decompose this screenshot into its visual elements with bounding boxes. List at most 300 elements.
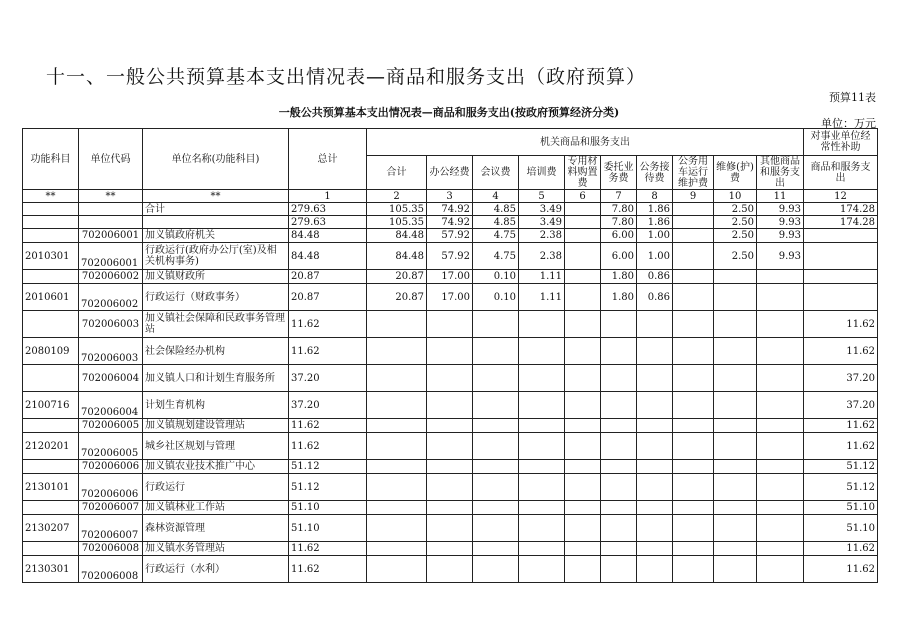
cell-func-subject: 2130101 (23, 474, 79, 501)
cell-value (367, 419, 427, 433)
cell-unit-name (143, 216, 289, 229)
cell-value (427, 460, 473, 474)
cell-value (367, 474, 427, 501)
header-star: ** (143, 190, 289, 203)
cell-total: 11.62 (289, 311, 367, 338)
cell-total: 20.87 (289, 270, 367, 284)
table-body (23, 203, 878, 583)
cell-value (714, 338, 757, 365)
table-row (23, 311, 878, 338)
cell-value (714, 365, 757, 392)
header-col-number: 8 (637, 190, 673, 203)
cell-value: 0.10 (473, 284, 519, 311)
cell-value (427, 419, 473, 433)
cell-value (473, 311, 519, 338)
cell-value (565, 311, 601, 338)
cell-value (565, 338, 601, 365)
cell-value: 11.62 (804, 419, 878, 433)
cell-value: 174.28 (804, 203, 878, 216)
cell-value (637, 311, 673, 338)
unit-label: 单位：万元 (821, 117, 876, 130)
cell-value (673, 460, 714, 474)
cell-value (637, 556, 673, 583)
cell-value (519, 365, 565, 392)
cell-value (601, 474, 637, 501)
cell-value: 9.93 (757, 216, 804, 229)
cell-value (427, 515, 473, 542)
cell-value: 105.35 (367, 203, 427, 216)
cell-total: 11.62 (289, 433, 367, 460)
table-title: 一般公共预算基本支出情况表—商品和服务支出(按政府预算经济分类) (278, 106, 620, 119)
cell-unit-name: 社会保险经办机构 (143, 338, 289, 365)
cell-value: 74.92 (427, 203, 473, 216)
cell-value: 3.49 (519, 203, 565, 216)
cell-value (673, 433, 714, 460)
cell-value (473, 392, 519, 419)
cell-value (427, 311, 473, 338)
cell-value (601, 556, 637, 583)
cell-value (565, 216, 601, 229)
cell-func-subject (23, 229, 79, 243)
cell-value (714, 501, 757, 515)
cell-value: 4.75 (473, 243, 519, 270)
cell-value (601, 338, 637, 365)
cell-unit-code (79, 216, 143, 229)
cell-unit-name: 加义镇政府机关 (143, 229, 289, 243)
header-col-number: 1 (289, 190, 367, 203)
cell-func-subject (23, 216, 79, 229)
cell-value: 51.10 (804, 501, 878, 515)
cell-unit-code (79, 203, 143, 216)
cell-value (565, 270, 601, 284)
cell-value: 2.50 (714, 216, 757, 229)
cell-value (367, 460, 427, 474)
cell-value (673, 392, 714, 419)
cell-value (637, 365, 673, 392)
cell-value (673, 515, 714, 542)
header-col: 商品和服务支出 (804, 156, 878, 190)
header-agency-group: 机关商品和服务支出 (367, 129, 804, 156)
cell-value (427, 392, 473, 419)
cell-unit-code: 702006007 (79, 515, 143, 542)
cell-value (673, 311, 714, 338)
cell-value: 57.92 (427, 243, 473, 270)
cell-value (565, 501, 601, 515)
header-col: 培训费 (519, 156, 565, 190)
header-col-number: 9 (673, 190, 714, 203)
cell-value (473, 419, 519, 433)
cell-value (757, 338, 804, 365)
cell-value (601, 433, 637, 460)
header-func-subject: 功能科目 (23, 129, 79, 190)
cell-value: 17.00 (427, 284, 473, 311)
cell-value (367, 556, 427, 583)
cell-value (757, 515, 804, 542)
cell-value: 2.50 (714, 243, 757, 270)
cell-value (804, 229, 878, 243)
cell-value: 6.00 (601, 243, 637, 270)
cell-value (673, 556, 714, 583)
table-row (23, 338, 878, 365)
header-star: ** (23, 190, 79, 203)
table-row (23, 229, 878, 243)
cell-value (565, 556, 601, 583)
cell-func-subject (23, 419, 79, 433)
doc-number: 预算11表 (829, 91, 876, 104)
cell-value (473, 556, 519, 583)
cell-value (673, 270, 714, 284)
cell-value (427, 542, 473, 556)
header-total: 总计 (289, 129, 367, 190)
header-col-number: 3 (427, 190, 473, 203)
header-col: 公务用车运行维护费 (673, 156, 714, 190)
cell-value: 17.00 (427, 270, 473, 284)
cell-func-subject: 2130301 (23, 556, 79, 583)
cell-func-subject: 2130207 (23, 515, 79, 542)
header-col-number: 5 (519, 190, 565, 203)
cell-value (757, 419, 804, 433)
cell-total: 51.12 (289, 474, 367, 501)
cell-unit-name: 加义镇人口和计划生育服务所 (143, 365, 289, 392)
cell-value: 1.86 (637, 216, 673, 229)
cell-value (714, 542, 757, 556)
cell-unit-code: 702006003 (79, 311, 143, 338)
cell-value: 37.20 (804, 392, 878, 419)
cell-func-subject: 2120201 (23, 433, 79, 460)
cell-value: 1.80 (601, 284, 637, 311)
cell-value: 11.62 (804, 338, 878, 365)
cell-value: 20.87 (367, 284, 427, 311)
cell-value (714, 392, 757, 419)
cell-unit-name: 城乡社区规划与管理 (143, 433, 289, 460)
header-col-number: 4 (473, 190, 519, 203)
cell-unit-name: 加义镇林业工作站 (143, 501, 289, 515)
cell-value: 4.75 (473, 229, 519, 243)
cell-value: 51.10 (804, 515, 878, 542)
cell-value: 51.12 (804, 460, 878, 474)
table-row (23, 460, 878, 474)
cell-unit-code: 702006001 (79, 243, 143, 270)
header-subsidy-group: 对事业单位经常性补助 (804, 129, 878, 156)
cell-value (473, 542, 519, 556)
cell-value (757, 311, 804, 338)
cell-func-subject: 2100716 (23, 392, 79, 419)
cell-value: 84.48 (367, 229, 427, 243)
cell-func-subject (23, 203, 79, 216)
cell-func-subject (23, 270, 79, 284)
budget-table (22, 128, 878, 583)
cell-value (757, 542, 804, 556)
cell-value: 4.85 (473, 203, 519, 216)
cell-value (367, 311, 427, 338)
cell-value: 20.87 (367, 270, 427, 284)
cell-value (473, 501, 519, 515)
cell-value (565, 515, 601, 542)
table-row (23, 216, 878, 229)
cell-value (565, 392, 601, 419)
cell-value: 3.49 (519, 216, 565, 229)
cell-value: 37.20 (804, 365, 878, 392)
cell-value (757, 284, 804, 311)
header-col: 维修(护)费 (714, 156, 757, 190)
cell-unit-name: 加义镇社会保障和民政事务管理站 (143, 311, 289, 338)
header-col: 其他商品和服务支出 (757, 156, 804, 190)
cell-value: 1.80 (601, 270, 637, 284)
cell-value (637, 392, 673, 419)
header-col-number: 11 (757, 190, 804, 203)
cell-value (673, 229, 714, 243)
cell-value: 4.85 (473, 216, 519, 229)
cell-value: 105.35 (367, 216, 427, 229)
header-star: ** (79, 190, 143, 203)
cell-total: 51.10 (289, 501, 367, 515)
cell-value: 1.00 (637, 229, 673, 243)
cell-unit-name: 加义镇水务管理站 (143, 542, 289, 556)
cell-value (519, 311, 565, 338)
cell-total: 279.63 (289, 203, 367, 216)
cell-total: 11.62 (289, 542, 367, 556)
header-col: 专用材料购置费 (565, 156, 601, 190)
cell-value: 11.62 (804, 311, 878, 338)
cell-value: 11.62 (804, 556, 878, 583)
cell-value (519, 556, 565, 583)
cell-value: 1.86 (637, 203, 673, 216)
cell-unit-code: 702006006 (79, 460, 143, 474)
cell-value (714, 556, 757, 583)
header-col-number: 10 (714, 190, 757, 203)
cell-value (565, 203, 601, 216)
header-col: 委托业务费 (601, 156, 637, 190)
cell-value (637, 460, 673, 474)
header-col-number: 2 (367, 190, 427, 203)
cell-value (757, 392, 804, 419)
cell-value (804, 284, 878, 311)
cell-value (673, 203, 714, 216)
cell-unit-code: 702006004 (79, 365, 143, 392)
cell-unit-name: 加义镇规划建设管理站 (143, 419, 289, 433)
cell-value: 2.38 (519, 243, 565, 270)
cell-value (367, 542, 427, 556)
cell-value (519, 515, 565, 542)
cell-value (673, 542, 714, 556)
cell-value: 11.62 (804, 433, 878, 460)
cell-value (367, 365, 427, 392)
cell-unit-code: 702006008 (79, 556, 143, 583)
cell-unit-code: 702006004 (79, 392, 143, 419)
cell-value (804, 270, 878, 284)
cell-value (673, 216, 714, 229)
cell-value (565, 460, 601, 474)
cell-unit-code: 702006005 (79, 433, 143, 460)
cell-value (637, 501, 673, 515)
table-row (23, 365, 878, 392)
header-col: 合计 (367, 156, 427, 190)
cell-value (427, 338, 473, 365)
cell-value (714, 433, 757, 460)
table-row (23, 284, 878, 311)
cell-total: 51.12 (289, 460, 367, 474)
table-row (23, 474, 878, 501)
cell-value (601, 460, 637, 474)
cell-value (601, 515, 637, 542)
cell-total: 37.20 (289, 365, 367, 392)
cell-total: 11.62 (289, 338, 367, 365)
cell-value (565, 365, 601, 392)
cell-value: 84.48 (367, 243, 427, 270)
cell-value: 1.00 (637, 243, 673, 270)
header-col-number: 12 (804, 190, 878, 203)
cell-value (473, 515, 519, 542)
cell-value (565, 433, 601, 460)
table-row (23, 419, 878, 433)
cell-value (565, 229, 601, 243)
cell-value (565, 542, 601, 556)
cell-total: 51.10 (289, 515, 367, 542)
cell-value: 7.80 (601, 203, 637, 216)
cell-unit-name: 计划生育机构 (143, 392, 289, 419)
cell-value: 0.86 (637, 284, 673, 311)
cell-value (519, 338, 565, 365)
cell-value (757, 474, 804, 501)
cell-unit-name: 行政运行（水利） (143, 556, 289, 583)
header-col-number: 6 (565, 190, 601, 203)
cell-value (714, 474, 757, 501)
cell-value (519, 433, 565, 460)
table-row (23, 501, 878, 515)
cell-value (714, 270, 757, 284)
header-col: 公务接待费 (637, 156, 673, 190)
cell-func-subject (23, 542, 79, 556)
cell-value (714, 284, 757, 311)
cell-unit-code: 702006005 (79, 419, 143, 433)
cell-value (757, 501, 804, 515)
table-row (23, 392, 878, 419)
cell-value (601, 542, 637, 556)
cell-value (565, 284, 601, 311)
cell-value: 51.12 (804, 474, 878, 501)
cell-value (427, 501, 473, 515)
table-row (23, 542, 878, 556)
table-row (23, 203, 878, 216)
cell-value (427, 474, 473, 501)
cell-unit-code: 702006003 (79, 338, 143, 365)
cell-value (473, 460, 519, 474)
table-header (23, 129, 878, 203)
table-row (23, 556, 878, 583)
cell-value: 2.38 (519, 229, 565, 243)
cell-total: 11.62 (289, 556, 367, 583)
cell-value (673, 365, 714, 392)
cell-value (673, 284, 714, 311)
cell-func-subject (23, 365, 79, 392)
cell-unit-name: 森林资源管理 (143, 515, 289, 542)
cell-value: 6.00 (601, 229, 637, 243)
cell-unit-code: 702006008 (79, 542, 143, 556)
cell-value: 2.50 (714, 203, 757, 216)
cell-value (367, 338, 427, 365)
cell-value: 1.11 (519, 284, 565, 311)
cell-value (601, 419, 637, 433)
cell-unit-name: 加义镇农业技术推广中心 (143, 460, 289, 474)
cell-value (673, 338, 714, 365)
cell-unit-name: 加义镇财政所 (143, 270, 289, 284)
cell-unit-name: 行政运行（财政事务） (143, 284, 289, 311)
table-row (23, 433, 878, 460)
cell-value (565, 243, 601, 270)
cell-value (519, 501, 565, 515)
cell-value (673, 243, 714, 270)
cell-unit-code: 702006002 (79, 284, 143, 311)
header-unit-name: 单位名称(功能科目) (143, 129, 289, 190)
cell-value (757, 556, 804, 583)
cell-value: 9.93 (757, 203, 804, 216)
cell-value (714, 311, 757, 338)
cell-value: 0.10 (473, 270, 519, 284)
cell-value (804, 243, 878, 270)
cell-value (757, 270, 804, 284)
cell-value (473, 338, 519, 365)
header-col: 会议费 (473, 156, 519, 190)
cell-value (637, 433, 673, 460)
cell-value (757, 433, 804, 460)
cell-unit-code: 702006006 (79, 474, 143, 501)
cell-unit-code: 702006007 (79, 501, 143, 515)
cell-unit-name: 合计 (143, 203, 289, 216)
cell-unit-name: 行政运行(政府办公厅(室)及相关机构事务) (143, 243, 289, 270)
cell-func-subject (23, 311, 79, 338)
cell-value (637, 515, 673, 542)
cell-value (565, 474, 601, 501)
cell-value: 9.93 (757, 229, 804, 243)
cell-total: 20.87 (289, 284, 367, 311)
cell-value (473, 474, 519, 501)
cell-func-subject: 2010601 (23, 284, 79, 311)
cell-value (601, 501, 637, 515)
cell-func-subject: 2010301 (23, 243, 79, 270)
cell-total: 279.63 (289, 216, 367, 229)
cell-total: 11.62 (289, 419, 367, 433)
cell-total: 37.20 (289, 392, 367, 419)
cell-unit-code: 702006002 (79, 270, 143, 284)
cell-value (427, 433, 473, 460)
cell-value (519, 542, 565, 556)
cell-func-subject (23, 501, 79, 515)
cell-value (673, 474, 714, 501)
header-unit-code: 单位代码 (79, 129, 143, 190)
cell-value: 11.62 (804, 542, 878, 556)
cell-value: 7.80 (601, 216, 637, 229)
cell-unit-code: 702006001 (79, 229, 143, 243)
cell-value: 57.92 (427, 229, 473, 243)
cell-value (757, 460, 804, 474)
cell-total: 84.48 (289, 229, 367, 243)
cell-value (637, 474, 673, 501)
cell-value (673, 419, 714, 433)
cell-value (673, 501, 714, 515)
cell-value (519, 419, 565, 433)
cell-value (367, 433, 427, 460)
cell-value (427, 556, 473, 583)
cell-value: 9.93 (757, 243, 804, 270)
cell-value (601, 311, 637, 338)
cell-value (519, 474, 565, 501)
cell-value (637, 542, 673, 556)
cell-value (637, 419, 673, 433)
cell-value (601, 365, 637, 392)
cell-value (427, 365, 473, 392)
cell-value (757, 365, 804, 392)
cell-value (601, 392, 637, 419)
